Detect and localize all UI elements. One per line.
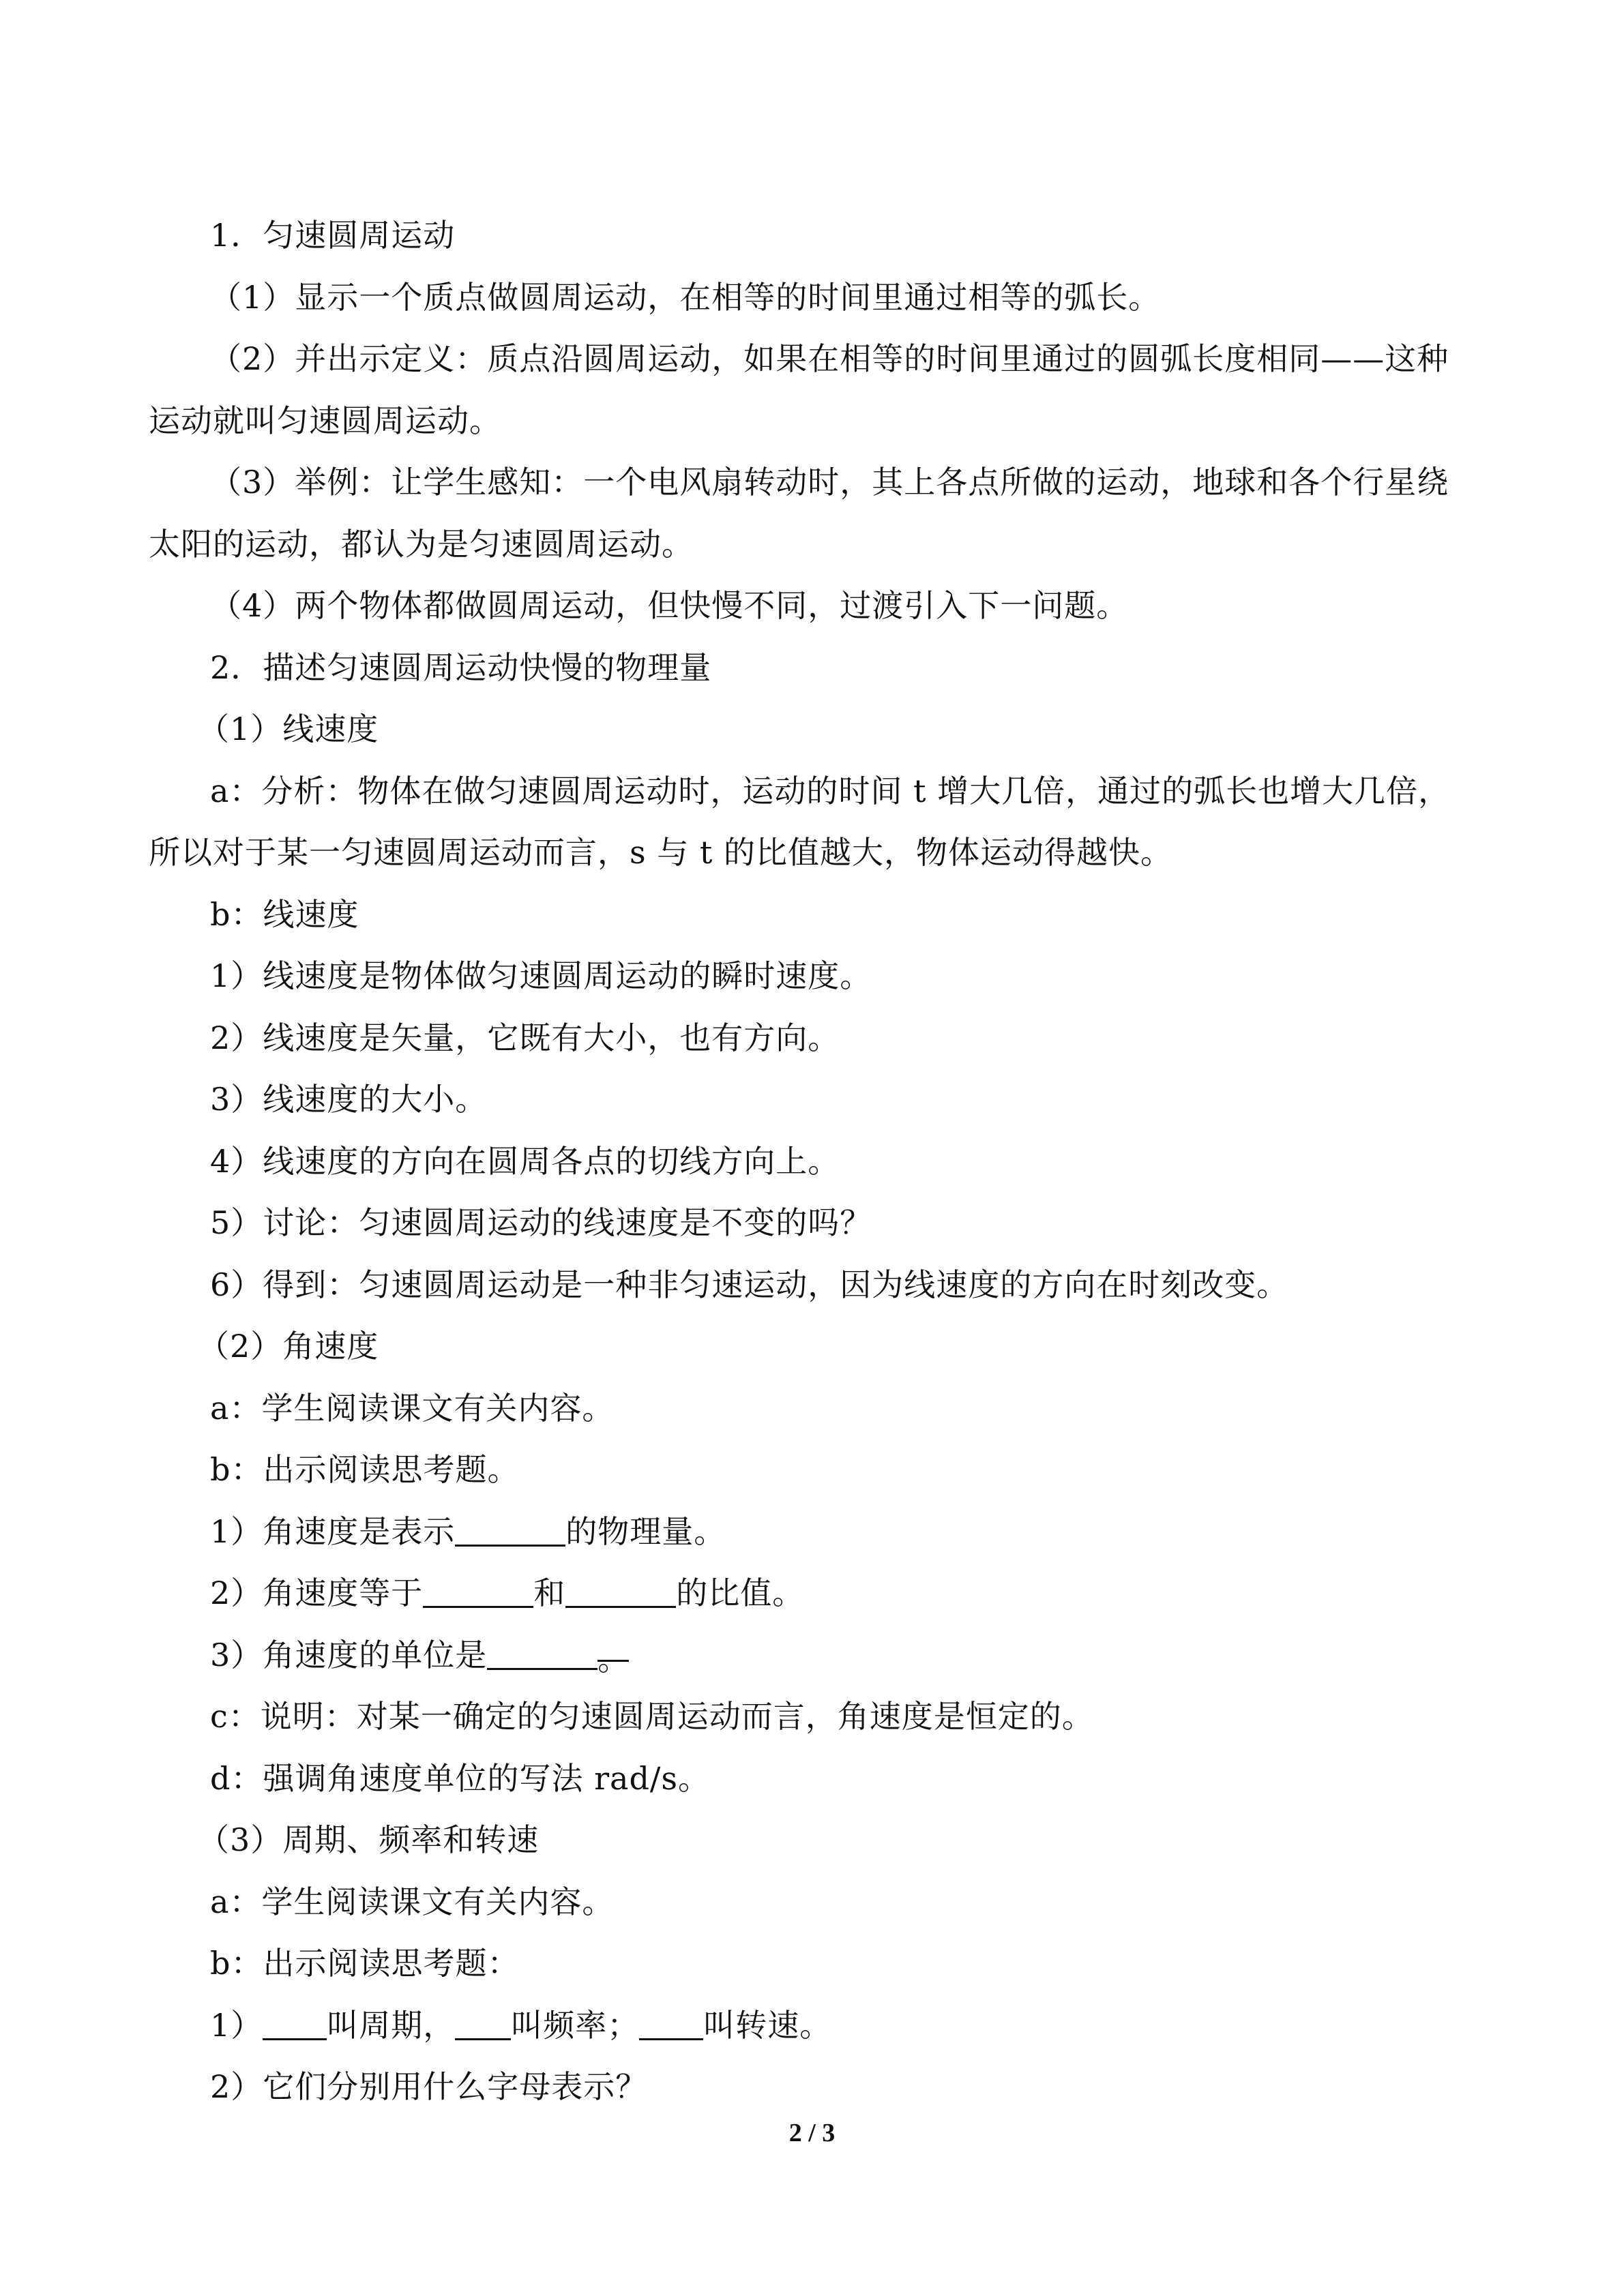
answer-blank [423, 1575, 533, 1608]
list-item: b：出示阅读思考题。 [210, 1451, 520, 1488]
fill-in-question-2: 2）角速度等于 和 的比值。 [210, 1575, 805, 1611]
heading-speed-quantities: 2．描述匀速圆周运动快慢的物理量 [210, 648, 712, 686]
paragraph-line: 太阳的运动，都认为是匀速圆周运动。 [149, 525, 694, 563]
paragraph-line: 运动就叫匀速圆周运动。 [149, 402, 501, 439]
list-item: b：出示阅读思考题： [210, 1945, 520, 1982]
answer-blank [455, 1513, 565, 1547]
list-item: d：强调角速度单位的写法 rad/s。 [210, 1759, 711, 1797]
list-item: 1）线速度是物体做匀速圆周运动的瞬时速度。 [210, 957, 872, 994]
list-item: 3）线速度的大小。 [210, 1081, 488, 1118]
fill-in-question-1: 1）角速度是表示 的物理量。 [210, 1512, 726, 1550]
list-item: 4）线速度的方向在圆周各点的切线方向上。 [210, 1142, 840, 1180]
list-item: a：学生阅读课文有关内容。 [210, 1883, 615, 1920]
list-item: 2）它们分别用什么字母表示？ [210, 2068, 648, 2105]
list-item: 6）得到：匀速圆周运动是一种非匀速运动，因为线速度的方向在时刻改变。 [210, 1266, 1289, 1303]
page-content [149, 205, 1475, 2118]
paragraph-line: 所以对于某一匀速圆周运动而言，s 与 t 的比值越大，物体运动得越快。 [149, 834, 1172, 871]
list-item: b：线速度 [210, 895, 359, 933]
paragraph-line: （2）并出示定义：质点沿圆周运动，如果在相等的时间里通过的圆弧长度相同——这种 [210, 340, 1449, 377]
list-item: 5）讨论：匀速圆周运动的线速度是不变的吗？ [210, 1204, 872, 1241]
paragraph-line: （4）两个物体都做圆周运动，但快慢不同，过渡引入下一问题。 [210, 587, 1129, 624]
paragraph-line: a：分析：物体在做匀速圆周运动时，运动的时间 t 增大几倍，通过的弧长也增大几倍， [210, 772, 1451, 809]
page-number: 2 / 3 [788, 2119, 836, 2147]
subheading-linear-velocity: （1）线速度 [198, 711, 379, 747]
paragraph-line: （1）显示一个质点做圆周运动，在相等的时间里通过相等的弧长。 [210, 278, 1161, 316]
fill-in-question-4: 1） 叫周期， 叫频率； 叫转速。 [210, 2006, 832, 2044]
subheading-angular-velocity: （2）角速度 [198, 1328, 379, 1365]
list-item: c：说明：对某一确定的匀速圆周运动而言，角速度是恒定的。 [210, 1698, 1094, 1735]
answer-blank [565, 1575, 676, 1608]
list-item: a：学生阅读课文有关内容。 [210, 1389, 615, 1427]
heading-uniform-circular-motion: 1．匀速圆周运动 [210, 217, 456, 254]
answer-blank [263, 2007, 327, 2040]
answer-blank [639, 2007, 703, 2040]
fill-in-question-3: 3）角速度的单位是 。 [149, 1624, 1475, 1686]
subheading-period-frequency: （3）周期、频率和转速 [198, 1821, 540, 1858]
paragraph-line: （3）举例：让学生感知：一个电风扇转动时，其上各点所做的运动，地球和各个行星绕 [210, 464, 1449, 501]
list-item: 2）线速度是矢量，它既有大小，也有方向。 [210, 1019, 840, 1056]
answer-blank [487, 1637, 597, 1670]
answer-blank [455, 2007, 511, 2040]
